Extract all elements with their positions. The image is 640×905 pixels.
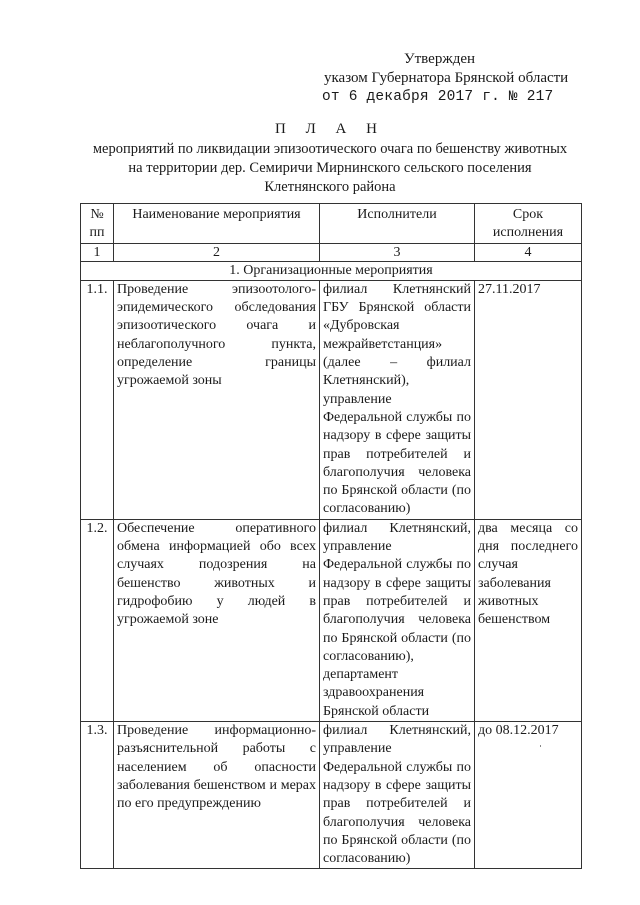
approval-stamp xyxy=(318,50,618,107)
section-heading: 1. Организационные мероприятия xyxy=(81,261,582,280)
row-executors: филиал Клетнянский ГБУ Брянской области «Дубровская межрайветстанция» (далее – филиал Клетнянский), управление Федеральной службы по надзору в сфере защиты прав потребителей и благополучия человека по Брянской области (по согласованию) xyxy=(320,280,475,519)
row-deadline: два месяца со дня последнего случая заболевания животных бешенством xyxy=(475,519,582,721)
row-executors: филиал Клетнянский, управление Федеральной службы по надзору в сфере защиты прав потребителей и благополучия человека по Брянской области (по согласованию), департамент здравоохранения Брянской области xyxy=(320,519,475,721)
scan-speck xyxy=(540,745,541,747)
table-row xyxy=(81,280,582,519)
row-number: 1.2. xyxy=(81,519,114,721)
approval-title: Утвержден xyxy=(404,51,476,67)
row-number: 1.3. xyxy=(81,722,114,869)
approval-date-number: от 6 декабря 2017 г. № 217 xyxy=(322,89,554,105)
column-number: 1 xyxy=(81,243,114,261)
header-exec: Исполнители xyxy=(320,204,475,244)
approval-authority: указом Губернатора Брянской области xyxy=(324,70,569,86)
column-number-row xyxy=(81,243,582,261)
table-row xyxy=(81,519,582,721)
table-header-row xyxy=(81,204,582,244)
table-row xyxy=(81,722,582,869)
header-term: Срок исполнения xyxy=(475,204,582,244)
header-num: № пп xyxy=(81,204,114,244)
section-heading-row xyxy=(81,261,582,280)
plan-heading: П Л А Н xyxy=(275,121,385,137)
row-activity: Обеспечение оперативного обмена информацией обо всех случаях подозрения на бешенство животных и гидрофобию у людей в угрожаемой зоне xyxy=(114,519,320,721)
document-title xyxy=(60,120,600,197)
header-name: Наименование мероприятия xyxy=(114,204,320,244)
column-number: 2 xyxy=(114,243,320,261)
row-number: 1.1. xyxy=(81,280,114,519)
row-activity: Проведение информационно-разъяснительной работы с населением об опасности заболевания бешенством и мерах по его предупреждению xyxy=(114,722,320,869)
column-number: 4 xyxy=(475,243,582,261)
title-line-2: на территории дер. Семиричи Мирнинского сельского поселения xyxy=(128,160,532,176)
plan-table xyxy=(80,203,582,869)
row-deadline: 27.11.2017 xyxy=(475,280,582,519)
row-executors: филиал Клетнянский, управление Федеральной службы по надзору в сфере защиты прав потребителей и благополучия человека по Брянской области (по согласованию) xyxy=(320,722,475,869)
title-line-3: Клетнянского района xyxy=(264,179,396,195)
title-line-1: мероприятий по ликвидации эпизоотического очага по бешенству животных xyxy=(92,141,568,157)
column-number: 3 xyxy=(320,243,475,261)
row-activity: Проведение эпизоотолого-эпидемического обследования эпизоотического очага и неблагополучного пункта, определение границы угрожаемой зоны xyxy=(114,280,320,519)
row-deadline: до 08.12.2017 xyxy=(475,722,582,869)
